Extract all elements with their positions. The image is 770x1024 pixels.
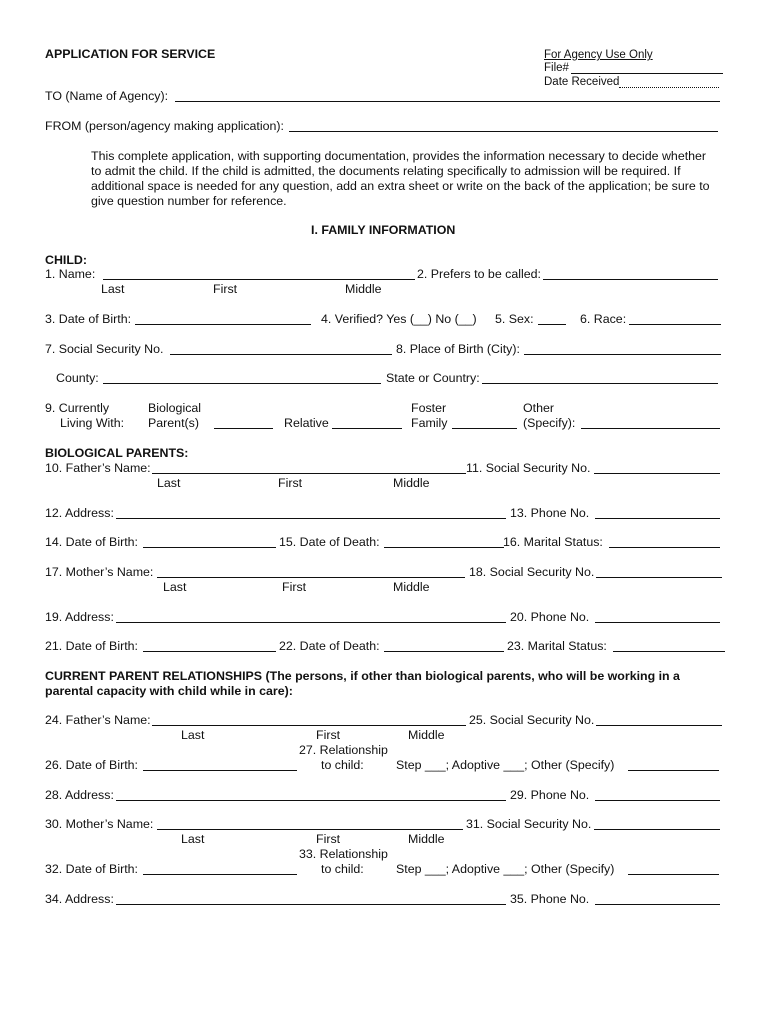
- child-ssn-field[interactable]: [170, 354, 392, 355]
- cur-mother-last-sub: Last: [181, 832, 205, 846]
- file-number-field[interactable]: [571, 73, 723, 74]
- q21-label: 21. Date of Birth:: [45, 639, 138, 653]
- father-last-sub: Last: [157, 476, 181, 490]
- section-heading-family: I. FAMILY INFORMATION: [311, 223, 456, 237]
- bio-mother-marital-field[interactable]: [613, 651, 725, 652]
- bio-mother-phone-field[interactable]: [595, 622, 720, 623]
- q27-label-a: 27. Relationship: [299, 743, 388, 757]
- father-first-sub: First: [278, 476, 303, 490]
- bio-father-dod-field[interactable]: [384, 547, 504, 548]
- q19-label: 19. Address:: [45, 610, 114, 624]
- child-heading: CHILD:: [45, 253, 87, 267]
- child-middle-sub: Middle: [345, 282, 382, 296]
- biological-field[interactable]: [214, 428, 273, 429]
- child-nickname-field[interactable]: [543, 279, 718, 280]
- cur-father-middle-sub: Middle: [408, 728, 445, 742]
- q8-label: 8. Place of Birth (City):: [396, 342, 520, 356]
- q32-label: 32. Date of Birth:: [45, 862, 138, 876]
- q7-label: 7. Social Security No.: [45, 342, 164, 356]
- father-middle-sub: Middle: [393, 476, 430, 490]
- cur-father-phone-field[interactable]: [595, 800, 720, 801]
- cur-mother-address-field[interactable]: [116, 904, 506, 905]
- bio-mother-dob-field[interactable]: [143, 651, 276, 652]
- bio-father-phone-field[interactable]: [595, 518, 720, 519]
- foster-label-b: Family: [411, 416, 448, 430]
- current-parents-heading-1: CURRENT PARENT RELATIONSHIPS (The persons, if other than biological parents, who will be working in a: [45, 669, 680, 683]
- cur-father-ssn-field[interactable]: [596, 725, 722, 726]
- agency-use-label: For Agency Use Only: [544, 49, 653, 61]
- mother-middle-sub: Middle: [393, 580, 430, 594]
- relative-label: Relative: [284, 416, 329, 430]
- cur-father-name-field[interactable]: [152, 725, 466, 726]
- cur-father-last-sub: Last: [181, 728, 205, 742]
- q15-label: 15. Date of Death:: [279, 535, 380, 549]
- biological-label-a: Biological: [148, 401, 202, 415]
- to-agency-field[interactable]: [175, 101, 720, 102]
- bio-father-dob-field[interactable]: [143, 547, 276, 548]
- q1-label: 1. Name:: [45, 267, 96, 281]
- q6-label: 6. Race:: [580, 312, 627, 326]
- file-number-label: File#: [544, 62, 569, 74]
- q5-label: 5. Sex:: [495, 312, 534, 326]
- q27-options: Step ___; Adoptive ___; Other (Specify): [396, 758, 615, 772]
- date-received-label: Date Received: [544, 76, 620, 88]
- bio-parents-heading: BIOLOGICAL PARENTS:: [45, 446, 189, 460]
- cur-mother-name-field[interactable]: [157, 829, 463, 830]
- q4-label: 4. Verified? Yes (__) No (__): [321, 312, 477, 326]
- cur-mother-ssn-field[interactable]: [594, 829, 720, 830]
- date-received-field[interactable]: [619, 87, 719, 88]
- q14-label: 14. Date of Birth:: [45, 535, 138, 549]
- mother-first-sub: First: [282, 580, 307, 594]
- q17-label: 17. Mother’s Name:: [45, 565, 154, 579]
- intro-line-2: to admit the child. If the child is admitted, the documents relating specifically to admission will be required. If: [91, 164, 681, 178]
- to-agency-label: TO (Name of Agency):: [45, 89, 169, 103]
- county-label: County:: [56, 371, 99, 385]
- q2-label: 2. Prefers to be called:: [417, 267, 541, 281]
- q20-label: 20. Phone No.: [510, 610, 590, 624]
- bio-mother-address-field[interactable]: [116, 622, 506, 623]
- q29-label: 29. Phone No.: [510, 788, 590, 802]
- q33-options: Step ___; Adoptive ___; Other (Specify): [396, 862, 615, 876]
- child-name-field[interactable]: [103, 279, 415, 280]
- q33-label-a: 33. Relationship: [299, 847, 388, 861]
- q35-label: 35. Phone No.: [510, 892, 590, 906]
- current-parents-heading-2: parental capacity with child while in care):: [45, 684, 293, 698]
- bio-father-address-field[interactable]: [116, 518, 506, 519]
- q9-label-a: 9. Currently: [45, 401, 110, 415]
- mother-last-sub: Last: [163, 580, 187, 594]
- foster-field[interactable]: [452, 428, 517, 429]
- other-label-b: (Specify):: [523, 416, 576, 430]
- from-field[interactable]: [289, 131, 718, 132]
- child-dob-field[interactable]: [135, 324, 311, 325]
- cur-father-relationship-field[interactable]: [628, 770, 719, 771]
- county-field[interactable]: [103, 383, 381, 384]
- intro-line-1: This complete application, with supporting documentation, provides the information necessary to decide whether: [91, 149, 707, 163]
- bio-father-name-field[interactable]: [152, 473, 466, 474]
- child-race-field[interactable]: [629, 324, 721, 325]
- cur-father-first-sub: First: [316, 728, 341, 742]
- child-birth-city-field[interactable]: [524, 354, 721, 355]
- intro-line-4: give question number for reference.: [91, 194, 287, 208]
- other-living-field[interactable]: [581, 428, 720, 429]
- q13-label: 13. Phone No.: [510, 506, 590, 520]
- state-field[interactable]: [482, 383, 718, 384]
- child-first-sub: First: [213, 282, 238, 296]
- from-label: FROM (person/agency making application):: [45, 119, 284, 133]
- cur-mother-relationship-field[interactable]: [628, 874, 719, 875]
- cur-father-address-field[interactable]: [116, 800, 506, 801]
- cur-mother-first-sub: First: [316, 832, 341, 846]
- q10-label: 10. Father’s Name:: [45, 461, 151, 475]
- q25-label: 25. Social Security No.: [469, 713, 595, 727]
- bio-mother-dod-field[interactable]: [384, 651, 504, 652]
- cur-mother-phone-field[interactable]: [595, 904, 720, 905]
- biological-label-b: Parent(s): [148, 416, 199, 430]
- q24-label: 24. Father’s Name:: [45, 713, 151, 727]
- other-label-a: Other: [523, 401, 554, 415]
- form-title: APPLICATION FOR SERVICE: [45, 47, 216, 61]
- q30-label: 30. Mother’s Name:: [45, 817, 154, 831]
- child-last-sub: Last: [101, 282, 125, 296]
- q34-label: 34. Address:: [45, 892, 114, 906]
- bio-father-ssn-field[interactable]: [594, 473, 720, 474]
- bio-father-marital-field[interactable]: [609, 547, 720, 548]
- cur-mother-dob-field[interactable]: [143, 874, 297, 875]
- q27-label-b: to child:: [321, 758, 364, 772]
- state-label: State or Country:: [386, 371, 480, 385]
- q31-label: 31. Social Security No.: [466, 817, 592, 831]
- q33-label-b: to child:: [321, 862, 364, 876]
- foster-label-a: Foster: [411, 401, 447, 415]
- intro-line-3: additional space is needed for any question, add an extra sheet or write on the back of the application; be sure to: [91, 179, 710, 193]
- bio-mother-name-field[interactable]: [157, 577, 465, 578]
- q26-label: 26. Date of Birth:: [45, 758, 138, 772]
- cur-mother-middle-sub: Middle: [408, 832, 445, 846]
- q28-label: 28. Address:: [45, 788, 114, 802]
- q18-label: 18. Social Security No.: [469, 565, 595, 579]
- q16-label: 16. Marital Status:: [503, 535, 603, 549]
- q22-label: 22. Date of Death:: [279, 639, 380, 653]
- q9-label-b: Living With:: [60, 416, 125, 430]
- q11-label: 11. Social Security No.: [466, 461, 591, 475]
- child-sex-field[interactable]: [538, 324, 566, 325]
- cur-father-dob-field[interactable]: [143, 770, 297, 771]
- relative-field[interactable]: [332, 428, 402, 429]
- q3-label: 3. Date of Birth:: [45, 312, 132, 326]
- q12-label: 12. Address:: [45, 506, 114, 520]
- q23-label: 23. Marital Status:: [507, 639, 607, 653]
- bio-mother-ssn-field[interactable]: [596, 577, 722, 578]
